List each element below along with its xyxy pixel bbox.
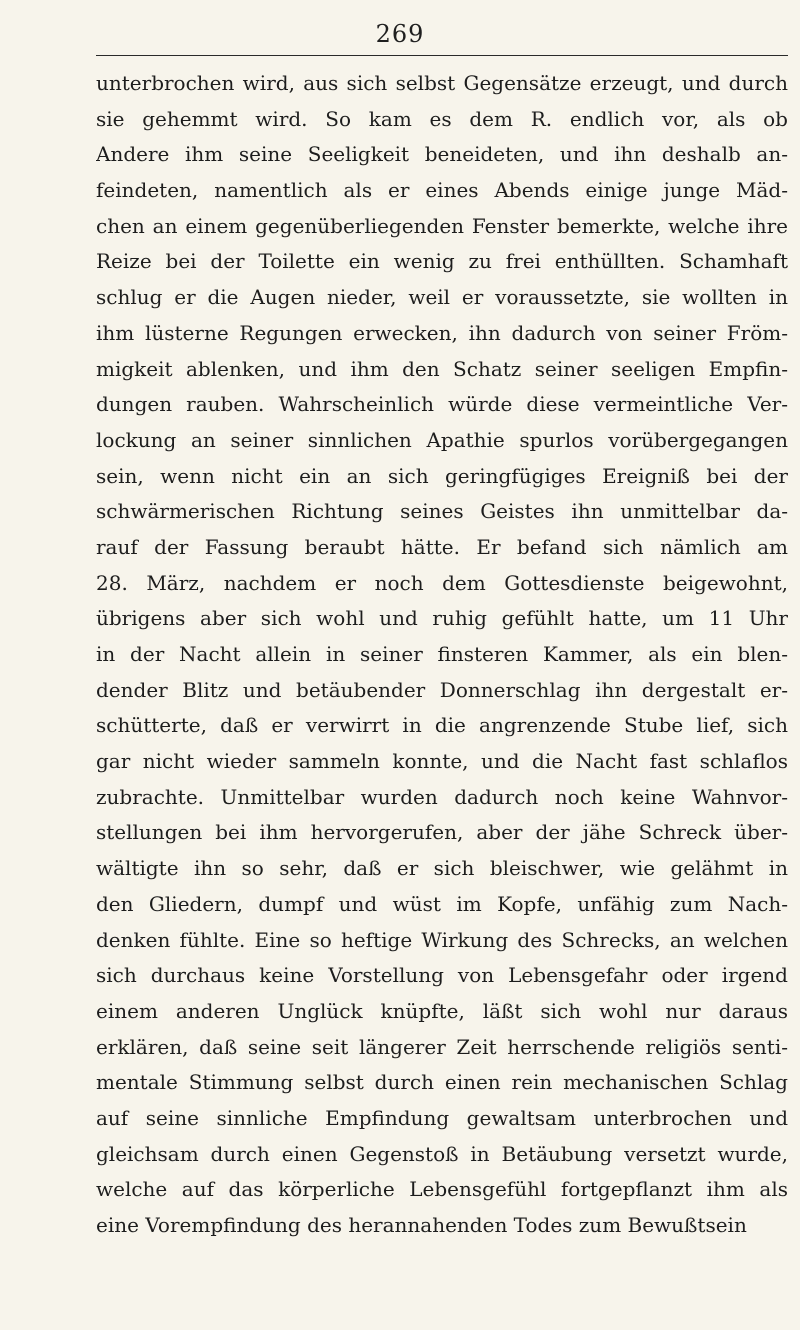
- text-line: gleichsam durch einen Gegenstoß in Betäubung versetzt wurde,: [96, 1141, 788, 1166]
- text-line: migkeit ablenken, und ihm den Schatz seiner seeligen Empfin-: [96, 356, 788, 381]
- text-line: chen an einem gegenüberliegenden Fenster bemerkte, welche ihre: [96, 213, 788, 238]
- body-text: [96, 66, 796, 1244]
- text-line: mentale Stimmung selbst durch einen rein mechanischen Schlag: [96, 1070, 788, 1095]
- text-line: erklären, daß seine seit längerer Zeit herrschende religiös senti-: [96, 1034, 788, 1059]
- text-line: zubrachte. Unmittelbar wurden dadurch noch keine Wahnvor-: [96, 784, 788, 809]
- text-line: gar nicht wieder sammeln konnte, und die Nacht fast schlaflos: [96, 749, 788, 774]
- text-line: schlug er die Augen nieder, weil er voraussetzte, sie wollten in: [96, 285, 788, 310]
- text-line: schwärmerischen Richtung seines Geistes ihn unmittelbar da-: [96, 499, 788, 524]
- text-line: Andere ihm seine Seeligkeit beneideten, und ihn deshalb an-: [96, 142, 788, 167]
- text-line: übrigens aber sich wohl und ruhig gefühlt hatte, um 11 Uhr: [96, 606, 788, 631]
- text-line: 28. März, nachdem er noch dem Gottesdienste beigewohnt,: [96, 570, 788, 595]
- text-line: schütterte, daß er verwirrt in die angrenzende Stube lief, sich: [96, 713, 788, 738]
- text-line: den Gliedern, dumpf und wüst im Kopfe, unfähig zum Nach-: [96, 891, 788, 916]
- text-line: stellungen bei ihm hervorgerufen, aber der jähe Schreck über-: [96, 820, 788, 845]
- text-line: auf seine sinnliche Empfindung gewaltsam unterbrochen und: [96, 1105, 788, 1130]
- text-line: feindeten, namentlich als er eines Abends einige junge Mäd-: [96, 178, 788, 203]
- text-line: einem anderen Unglück knüpfte, läßt sich wohl nur daraus: [96, 998, 788, 1023]
- text-line: denken fühlte. Eine so heftige Wirkung des Schrecks, an welchen: [96, 927, 788, 952]
- text-line: ihm lüsterne Regungen erwecken, ihn dadurch von seiner Fröm-: [96, 320, 788, 345]
- text-line: lockung an seiner sinnlichen Apathie spurlos vorübergegangen: [96, 427, 788, 452]
- text-line: Reize bei der Toilette ein wenig zu frei enthüllten. Schamhaft: [96, 249, 788, 274]
- text-line: wältigte ihn so sehr, daß er sich bleischwer, wie gelähmt in: [96, 856, 788, 881]
- text-line: eine Vorempfindung des herannahenden Todes zum Bewußtsein: [96, 1213, 747, 1237]
- text-line: rauf der Fassung beraubt hätte. Er befand sich nämlich am: [96, 534, 788, 559]
- text-line: sein, wenn nicht ein an sich geringfügiges Ereigniß bei der: [96, 463, 788, 488]
- text-line: unterbrochen wird, aus sich selbst Gegensätze erzeugt, und durch: [96, 71, 788, 95]
- text-line: sich durchaus keine Vorstellung von Lebensgefahr oder irgend: [96, 963, 788, 988]
- text-line: sie gehemmt wird. So kam es dem R. endlich vor, als ob: [96, 106, 788, 131]
- page-number: 269: [375, 20, 425, 48]
- text-line: dender Blitz und betäubender Donnerschlag ihn dergestalt er-: [96, 677, 788, 702]
- text-line: welche auf das körperliche Lebensgefühl fortgepflanzt ihm als: [96, 1177, 788, 1202]
- header-rule: [96, 55, 788, 56]
- text-line: in der Nacht allein in seiner finsteren Kammer, als ein blen-: [96, 642, 788, 666]
- text-line: dungen rauben. Wahrscheinlich würde diese vermeintliche Ver-: [96, 392, 788, 417]
